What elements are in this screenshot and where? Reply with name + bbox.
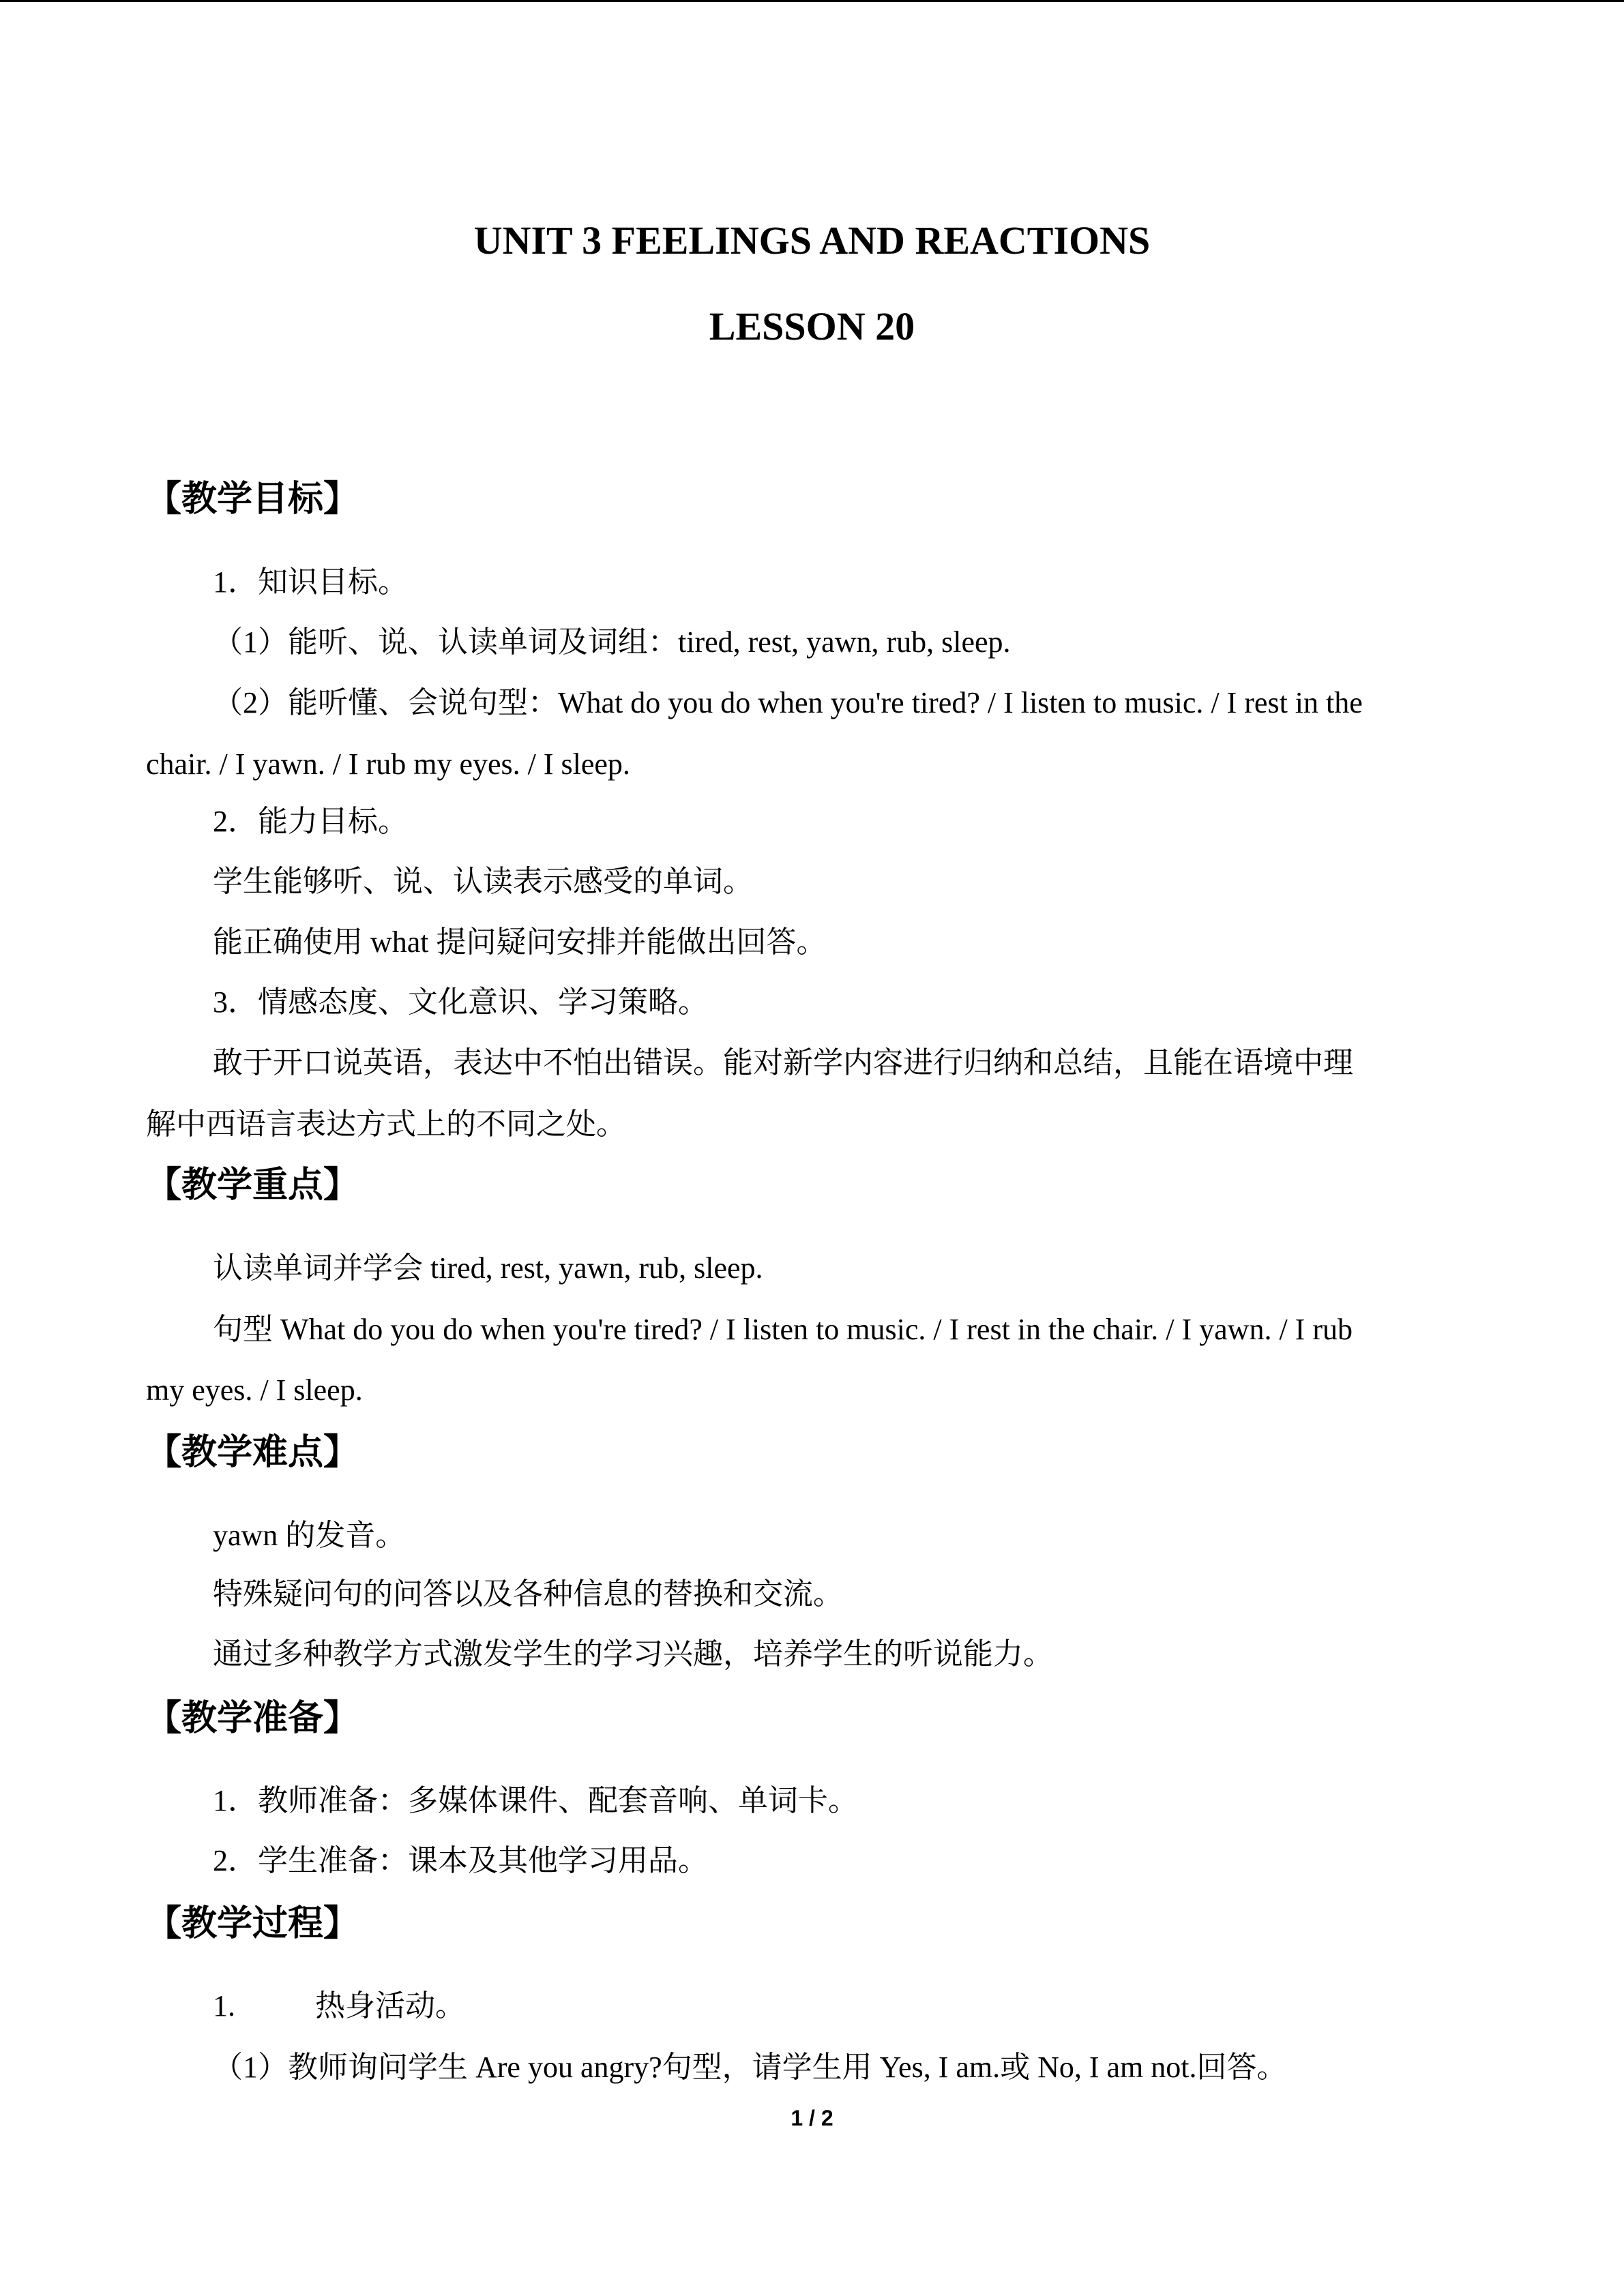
objectives-line: 3．情感态度、文化意识、学习策略。 <box>213 985 708 1019</box>
objectives-line: 学生能够听、说、认读表示感受的单词。 <box>213 865 753 898</box>
difficulties-line: yawn 的发音。 <box>213 1519 406 1552</box>
section-heading-preparation: 【教学准备】 <box>146 1698 359 1739</box>
objectives-line: （2）能听懂、会说句型：What do you do when you're tired? / I listen to music. / I rest in the <box>213 686 1363 719</box>
section-heading-process: 【教学过程】 <box>146 1903 359 1944</box>
process-step-number: 1. <box>213 1989 235 2023</box>
objectives-line: 敢于开口说英语，表达中不怕出错误。能对新学内容进行归纳和总结，且能在语境中理 <box>213 1046 1353 1079</box>
document-subtitle: LESSON 20 <box>709 304 915 348</box>
section-heading-difficulties: 【教学难点】 <box>146 1432 359 1473</box>
process-line: （1）教师询问学生 Are you angry?句型，请学生用 Yes, I am.或 No, I am not.回答。 <box>213 2051 1287 2084</box>
objectives-line: chair. / I yawn. / I rub my eyes. / I sleep. <box>146 747 630 781</box>
page-number: 1 / 2 <box>791 2106 833 2130</box>
section-heading-key-points: 【教学重点】 <box>146 1165 359 1206</box>
key-points-line: 句型 What do you do when you're tired? / I listen to music. / I rest in the chair. / I yawn. / I rub <box>213 1313 1353 1346</box>
document-title: UNIT 3 FEELINGS AND REACTIONS <box>473 218 1151 263</box>
objectives-line: 1．知识目标。 <box>213 565 408 599</box>
difficulties-line: 特殊疑问句的问答以及各种信息的替换和交流。 <box>213 1577 843 1611</box>
process-step-text: 热身活动。 <box>315 1989 465 2023</box>
preparation-line: 1．教师准备：多媒体课件、配套音响、单词卡。 <box>213 1784 858 1817</box>
key-points-line: 认读单词并学会 tired, rest, yawn, rub, sleep. <box>213 1251 763 1285</box>
objectives-line: 能正确使用 what 提问疑问安排并能做出回答。 <box>213 925 827 959</box>
key-points-line: my eyes. / I sleep. <box>146 1373 363 1407</box>
objectives-line: 解中西语言表达方式上的不同之处。 <box>146 1107 626 1141</box>
objectives-line: 2．能力目标。 <box>213 805 408 838</box>
objectives-line: （1）能听、说、认读单词及词组：tired, rest, yawn, rub, sleep. <box>213 625 1011 659</box>
preparation-line: 2．学生准备：课本及其他学习用品。 <box>213 1844 708 1877</box>
section-heading-objectives: 【教学目标】 <box>146 479 359 520</box>
process-step-1 <box>213 1987 1550 2025</box>
difficulties-line: 通过多种教学方式激发学生的学习兴趣，培养学生的听说能力。 <box>213 1637 1053 1671</box>
